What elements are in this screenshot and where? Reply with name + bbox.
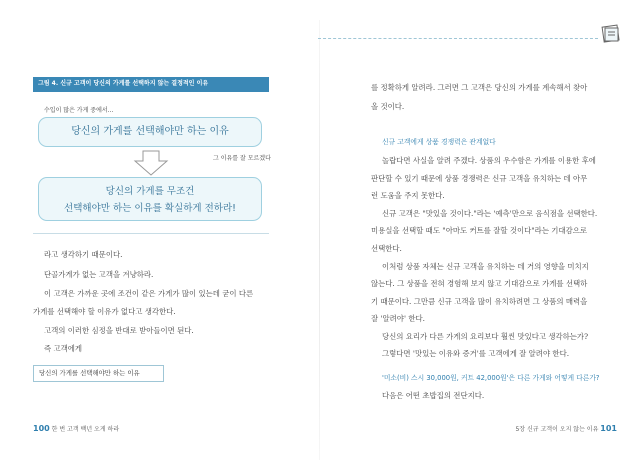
body-line: 를 정확하게 알려라. 그러면 그 고객은 당신의 가게를 계속해서 찾아 <box>371 83 588 92</box>
body-line: 당신의 요리가 다른 가게의 요리보다 훨씬 맛있다고 생각하는가? <box>382 332 589 341</box>
section-heading-2: '미소(비) 스시 30,000원, 커트 42,000원'은 다른 가게와 어떻게 다른가? <box>382 374 600 382</box>
body-line: 이처럼 상품 자체는 신규 고객을 유치하는 데 거의 영향을 미치지 <box>382 262 589 271</box>
body-line: 이 고객은 가까운 곳에 조건이 같은 가게가 많이 있는데 굳이 다른 <box>44 289 254 298</box>
body-line: 기 때문이다. 그만큼 신규 고객을 많이 유치하려면 그 상품의 매력을 <box>371 297 588 306</box>
figure-bottom-rule <box>33 233 269 234</box>
footer-right-title: 5장 신규 고객이 오지 않는 이유 <box>515 426 599 433</box>
body-line: 가게를 선택해야 할 이유가 없다고 생각한다. <box>33 307 176 316</box>
footer-left <box>33 424 119 433</box>
figure-caption: 그림 4. 신규 고객이 당신의 가게를 선택하지 않는 결정적인 이유 <box>33 77 269 91</box>
body-line: 다음은 어떤 초밥집의 전단지다. <box>382 391 485 400</box>
footer-left-title: 한 번 고객 백년 오게 하라 <box>51 426 120 433</box>
down-arrow-icon <box>133 150 169 176</box>
body-line: 않는다. 그 상품을 전혀 경험해 보지 않고 기대감으로 가게를 선택하 <box>371 279 588 288</box>
page-number-right: 101 <box>600 424 617 433</box>
right-page <box>320 0 640 472</box>
body-line: 미용실을 선택할 때도 "아마도 커트를 잘할 것이다"라는 기대감으로 <box>371 226 588 235</box>
figure-note-top: 수입이 많은 가게 중에서… <box>44 107 114 114</box>
page-number-left: 100 <box>33 424 50 433</box>
body-line: 단골가게가 없는 고객을 겨냥하라. <box>44 270 154 279</box>
quote-box: 당신의 가게를 선택해야만 하는 이유 <box>33 365 164 382</box>
body-line: 놀랍다면 사실을 알려 주겠다. 상품의 우수함은 가게를 이용한 후에 <box>382 156 596 165</box>
figure-box-message-line2: 선택해야만 하는 이유를 확실하게 전하라! <box>64 203 236 214</box>
section-heading-1: 신규 고객에게 상품 경쟁력은 관계없다 <box>382 138 496 146</box>
body-line: 고객의 이러한 심정을 반대로 받아들이면 된다. <box>44 326 194 335</box>
body-line: 판단할 수 있기 때문에 상품 경쟁력은 신규 고객을 유치하는 데 아무 <box>371 174 588 183</box>
figure-rule <box>33 91 269 92</box>
figure-box-message-line1: 당신의 가게를 무조건 <box>105 186 195 197</box>
body-line: 즉 고객에게 <box>44 344 83 353</box>
figure-box-reason: 당신의 가게를 선택해야만 하는 이유 <box>38 117 262 147</box>
figure-box-message <box>38 177 262 221</box>
body-line: 신규 고객은 "맛있을 것이다."라는 '예측'만으로 음식점을 선택한다. <box>382 209 598 218</box>
figure-note-mid: 그 이유를 잘 모르겠다 <box>213 155 271 162</box>
body-line: 선택한다. <box>371 244 402 253</box>
footer-right <box>515 424 617 433</box>
body-line: 런 도움을 주지 못한다. <box>371 191 445 200</box>
body-line: 잘 '알려야' 한다. <box>371 314 425 323</box>
body-line: 올 것이다. <box>371 102 405 111</box>
body-line: 그렇다면 '맛있는 이유와 증거'를 고객에게 잘 알려야 한다. <box>382 349 570 358</box>
body-line: 라고 생각하기 때문이다. <box>44 250 123 259</box>
